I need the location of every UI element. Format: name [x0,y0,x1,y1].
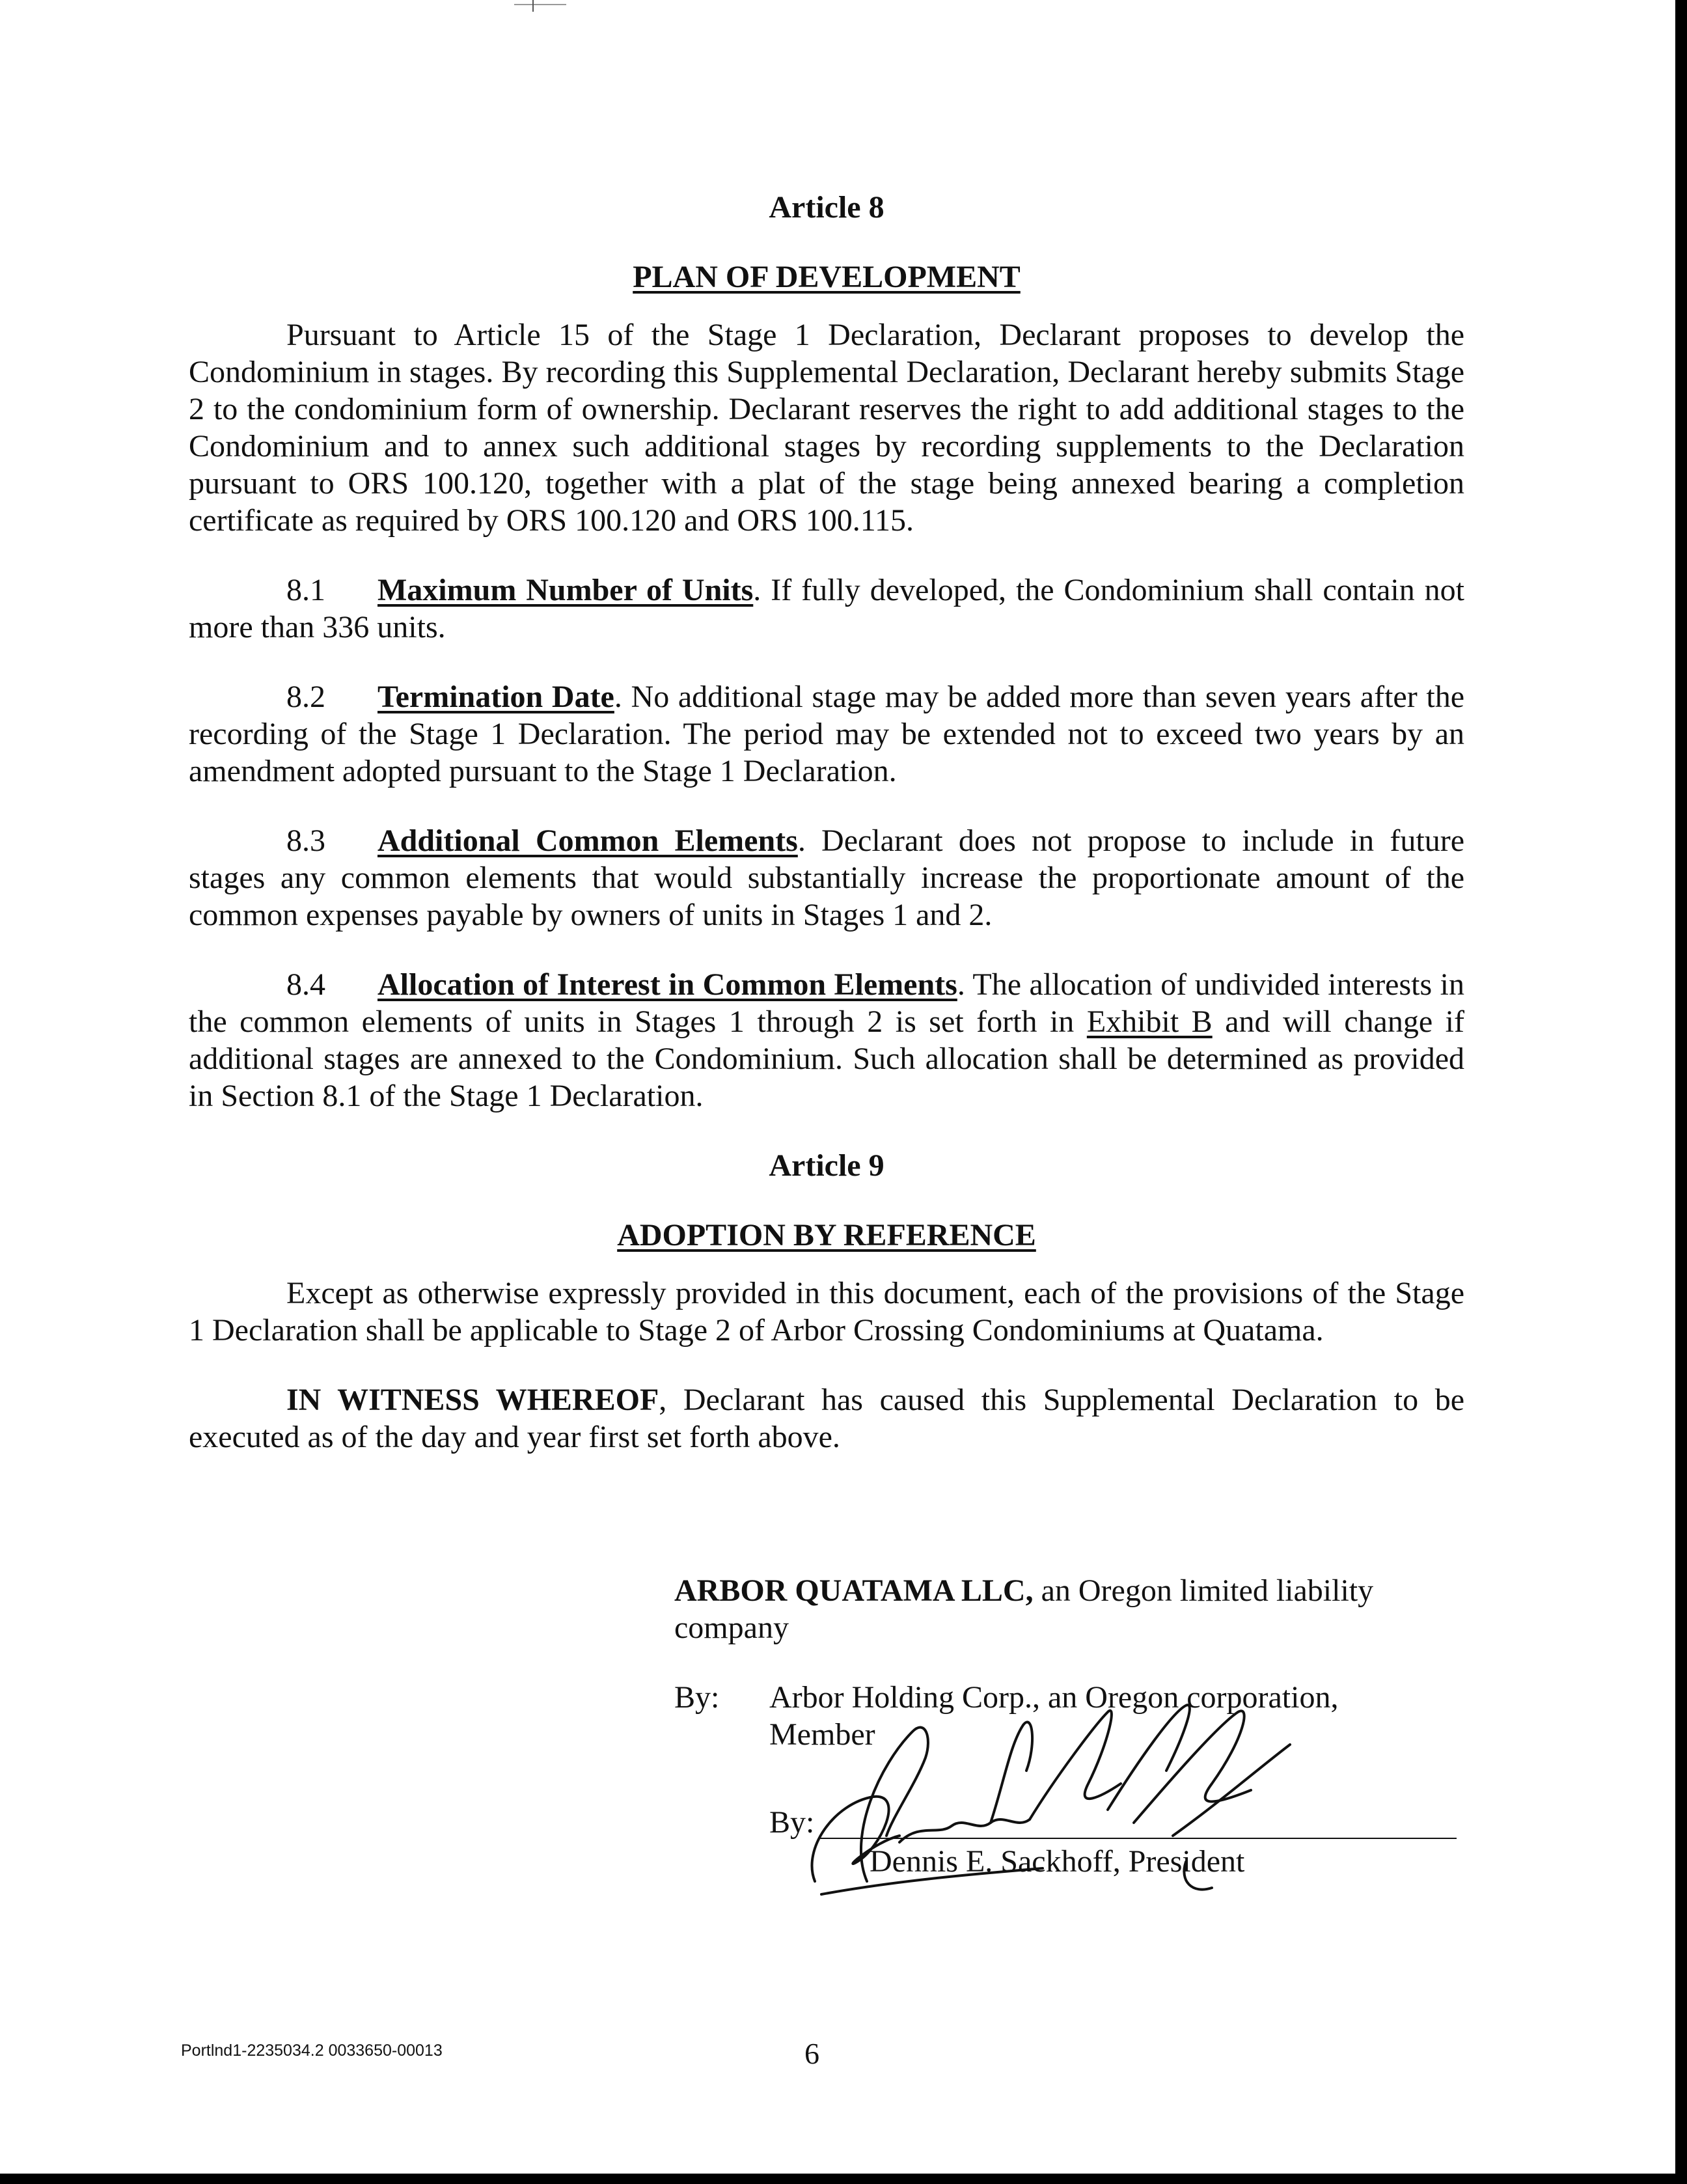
section-text-cont: and will change if additional stages are annexed to the Condominium. Such allocation shall be determined as provided in Section 8.1 of the Stage 1 Declaration. [189,1004,1465,1113]
article-9-heading: Article 9 [769,1148,885,1183]
article-8-heading: Article 8 [769,190,885,225]
page-number: 6 [804,2037,819,2070]
by-label: By: [674,1680,720,1715]
section-number: 8.4 [286,967,325,1002]
exhibit-reference: Exhibit B [1086,1004,1213,1039]
document-id: Portlnd1-2235034.2 0033650-00013 [181,2041,443,2060]
scan-border-bottom [0,2174,1687,2184]
section-heading: Termination Date [377,680,614,714]
article-8-title: PLAN OF DEVELOPMENT [633,260,1021,294]
section-heading: Maximum Number of Units [377,573,754,607]
section-number: 8.2 [286,680,325,714]
section-text: . If fully developed, the Condominium shall contain not more than 336 units. [189,573,1464,644]
section-heading: Additional Common Elements [377,823,798,858]
handwritten-signature [795,1686,1394,1901]
member-line-1: Arbor Holding Corp., an Oregon corporation, [769,1680,1339,1715]
section-number: 8.3 [286,823,325,858]
section-8-4 [189,966,1464,1114]
section-heading: Allocation of Interest in Common Elements [377,967,957,1002]
company-description: an Oregon limited liability company [674,1573,1374,1645]
signer-name: Dennis E. Sackhoff, President [870,1844,1245,1879]
document-page [189,189,1464,1488]
section-text: . Declarant does not propose to include in future stages any common elements that would substantially increase the proportionate amount of the common expenses payable by owners of units in Stages 1 and 2. [189,823,1465,932]
article-8-intro: Pursuant to Article 15 of the Stage 1 Declaration, Declarant proposes to develop the Condominium in stages. By recording this Supplemental Declaration, Declarant hereby submits Stage 2 to the condominium form of ownership. Declarant reserves the right to add additional stages to the Condominium and to annex such additional stages by recording supplements to the Declaration pursuant to ORS 100.120, together with a plat of the stage being annexed bearing a completion certificate as required by ORS 100.120 and ORS 100.115. [189,318,1464,538]
scan-artifact-tick [532,0,534,12]
company-name-bold: ARBOR QUATAMA LLC, [674,1573,1034,1608]
scan-artifact-line [514,4,566,5]
by-signer-label: By: [769,1805,815,1840]
witness-text: , Declarant has caused this Supplemental Declaration to be executed as of the day and year first set forth above. [189,1383,1465,1454]
section-text: . No additional stage may be added more than seven years after the recording of the Stage 1 Declaration. The period may be extended not to exceed two years by an amendment adopted pursuant to the Stage 1 Declaration. [189,680,1465,788]
company-name [674,1572,1455,1646]
article-9-text: Except as otherwise expressly provided in this document, each of the provisions of the Stage 1 Declaration shall be applicable to Stage 2 of Arbor Crossing Condominiums at Quatama. [189,1276,1464,1348]
section-8-3 [189,822,1464,933]
witness-lead: IN WITNESS WHEREOF [286,1383,659,1417]
section-text: . The allocation of undivided interests in the common elements of units in Stages 1 through 2 is set forth in [189,967,1465,1039]
section-8-2 [189,678,1464,790]
scan-border-right [1675,0,1687,2184]
section-8-1 [189,572,1464,646]
member-line-2: Member [769,1717,875,1752]
witness-clause [189,1381,1464,1456]
article-9-title: ADOPTION BY REFERENCE [617,1218,1036,1252]
section-number: 8.1 [286,573,325,607]
